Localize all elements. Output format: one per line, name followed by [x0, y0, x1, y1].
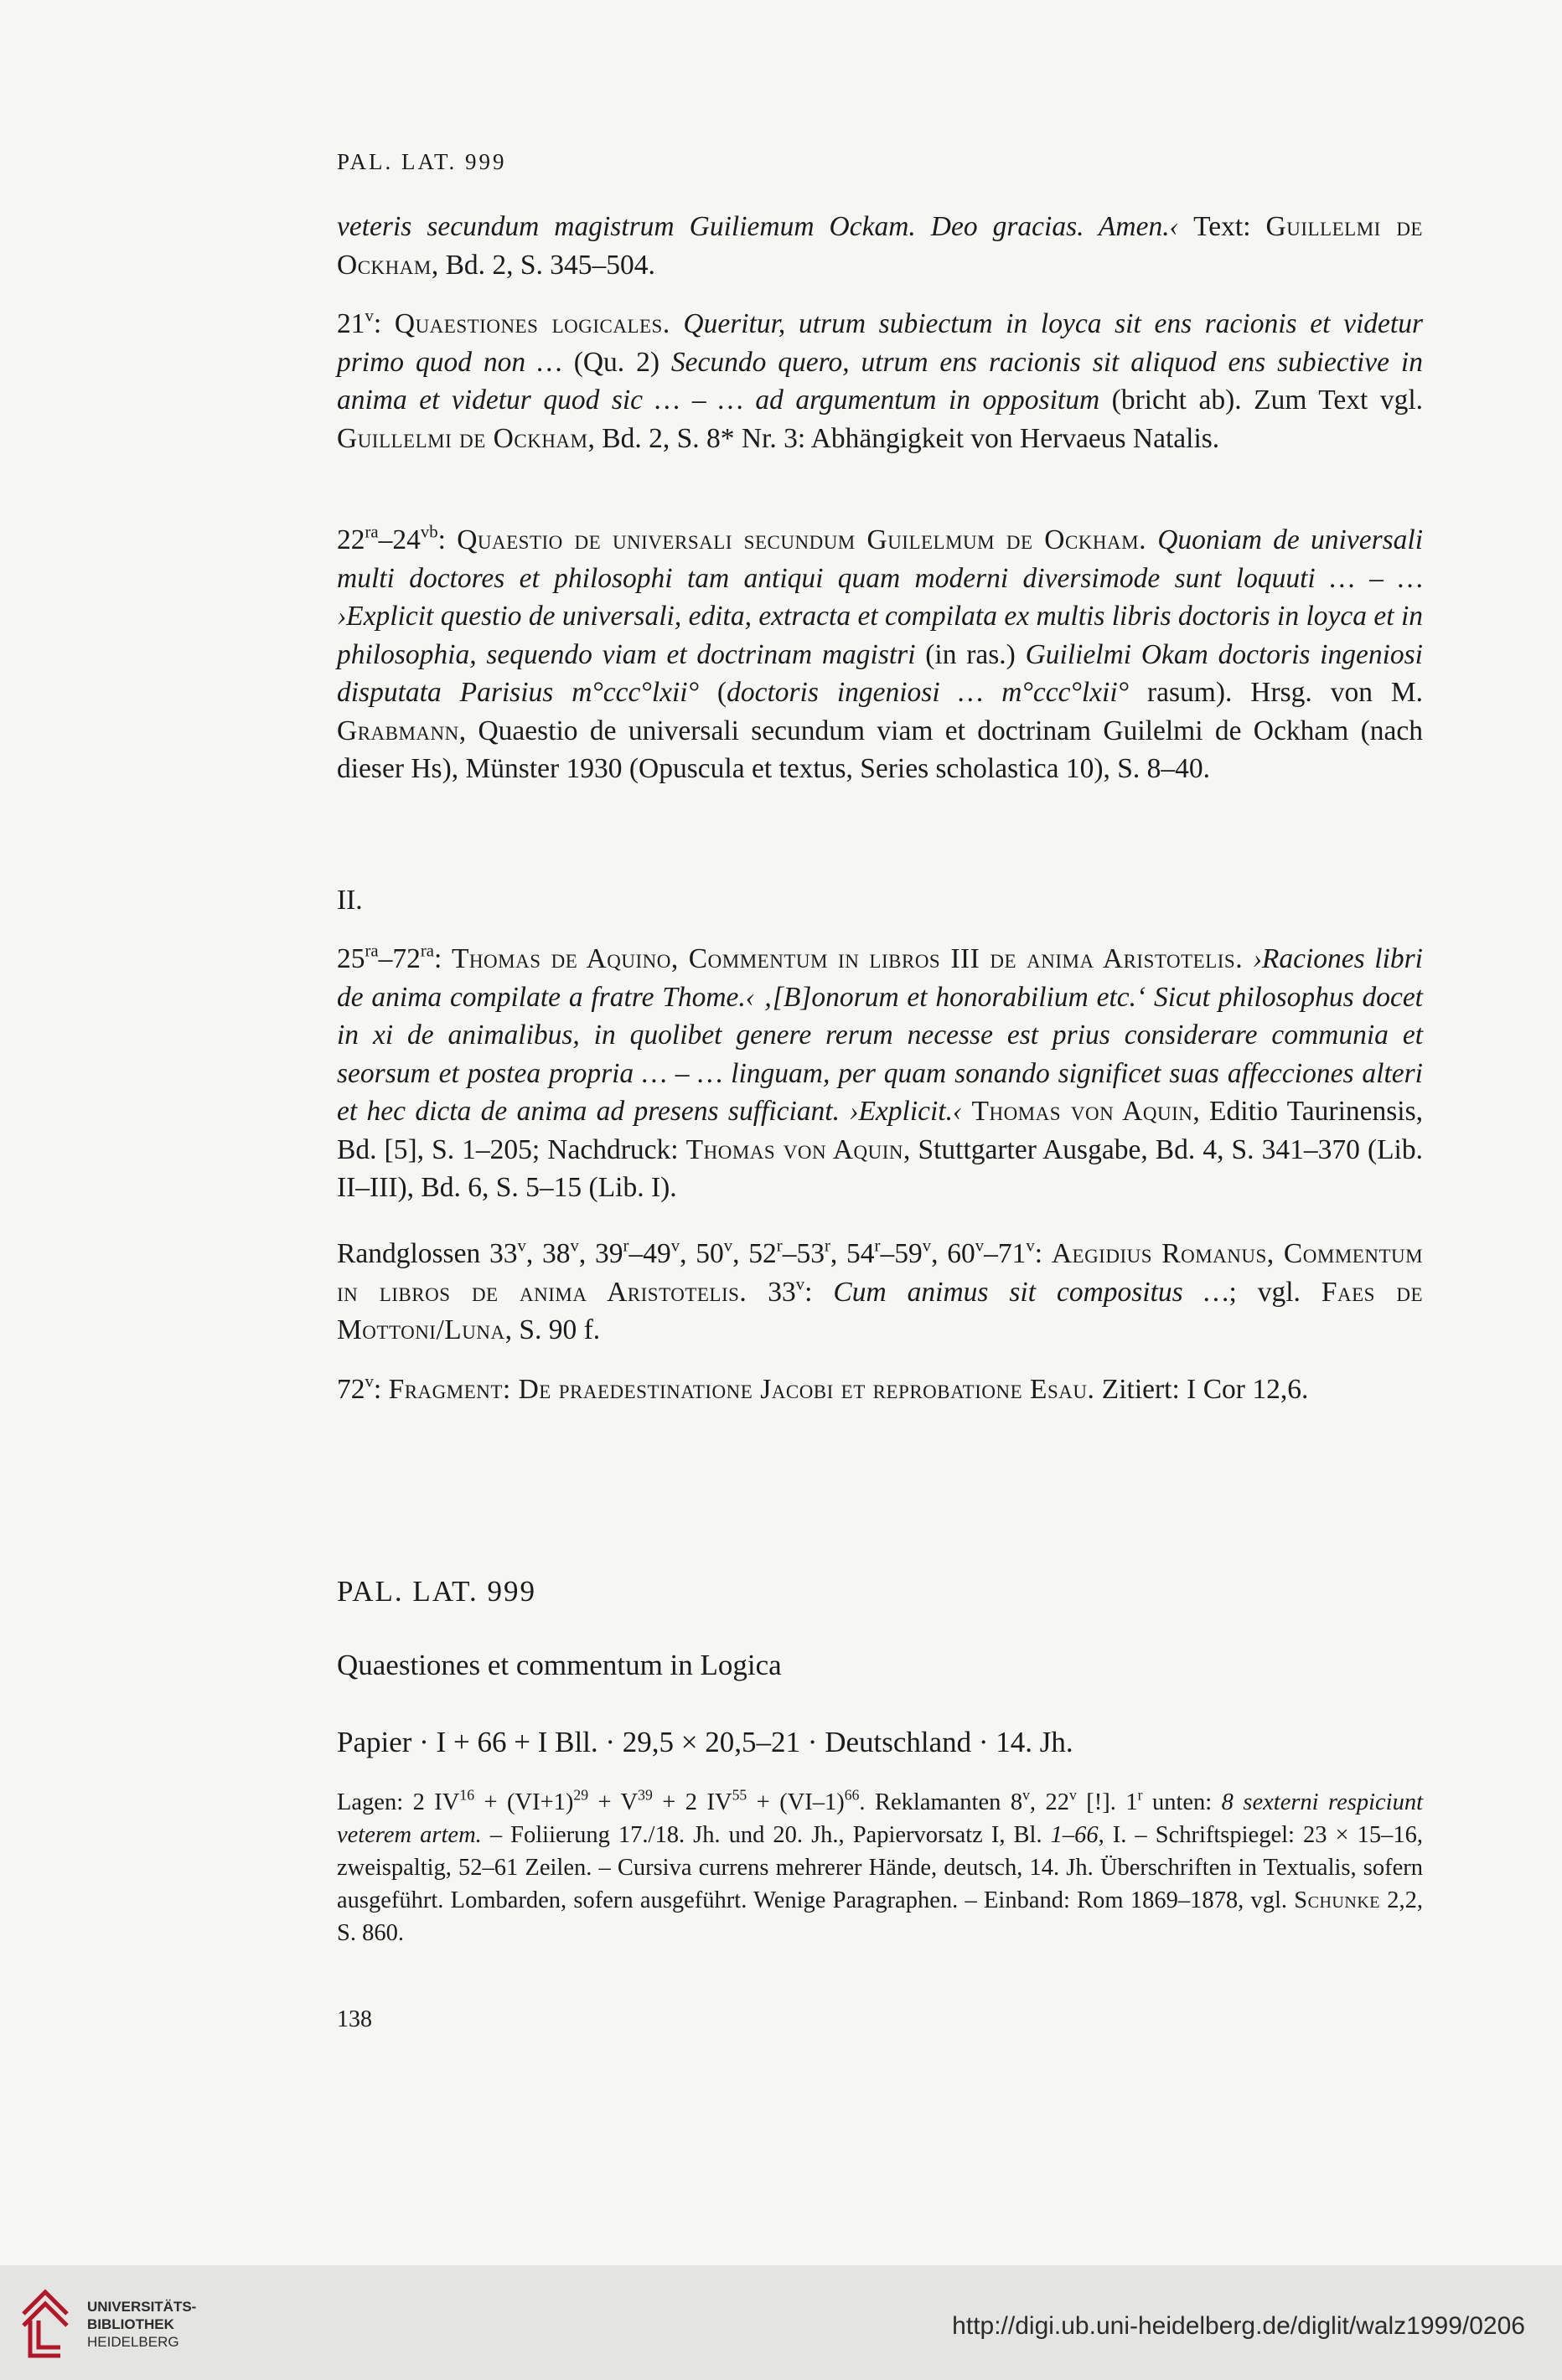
paragraph-randglossen: Randglossen 33$^v$, 38$^v$, 39$^r$–49$^v$, 50$^v$, 52$^r$–53$^r$, 54$^r$–59$^v$, 60$^v$–71$^v$: Aegidius Romanus, Commentum in libros de anima Aristotelis. 33$^v$: Cum animus sit compositus …; vgl. Faes de Mottoni/Luna, S. 90 f. [337, 1236, 1424, 1345]
paragraph-quaestio-de-universali: $22^{ra}-24^{vb}$: Quaestio de universali secundum Guilelmum de Ockham. Quoniam de universali multi doctores et philosophi tam antiqui quam moderni diversimode sunt loquuti … – … ›Explicit questio de universali, edita, extracta et compilata ex multis libris doctoris in loyca et in philosophia, sequendo viam et doctrinam magistri (in ras.) Guilielmi Okam doctoris ingeniosi disputata Parisius m°ccc°lxii° (doctoris ingeniosi … m°ccc°lxii° rasum). Hrsg. von M. Grabmann, Quaestio de universali secundum viam et doctrinam Guilelmi de Ockham (nach dieser Hs), Münster 1930 (Opuscula et textus, Series scholastica 10), S. 8–40. [337, 522, 1424, 784]
running-head: PAL. LAT. 999 [337, 149, 507, 174]
paragraph-quaestiones-logicales: 21$^v$: Quaestiones logicales. Queritur, utrum subiectum in loyca sit ens racionis et videtur primo quod non … (Qu. 2) Secundo quero, utrum ens racionis sit aliquod ens subiective in anima et videtur quod sic … – … ad argumentum in oppositum (bricht ab). Zum Text vgl. Guillelmi de Ockham, Bd. 2, S. 8* Nr. 3: Abhängigkeit von Hervaeus Natalis. [337, 306, 1424, 454]
shelfmark-heading: PAL. LAT. 999 [337, 1575, 536, 1608]
paragraph-thomas-de-aquino: $25^{ra}-72^{ra}$: Thomas de Aquino, Commentum in libros III de anima Aristotelis. ›Raciones libri de anima compilate a fratre Thome.‹ ‚[B]onorum et honorabilium etc.‘ Sicut philosophus docet in xi de animalibus, in quolibet genere rerum necesse est prius considerare communia et seorsum et postea propria … – … linguam, per quam sonando significet suas affecciones alteri et hec dicta de anima ad presens sufficiant. ›Explicit.‹ Thomas von Aquin, Editio Taurinensis, Bd. [5], S. 1–205; Nachdruck: Thomas von Aquin, Stuttgarter Ausgabe, Bd. 4, S. 341–370 (Lib. II–III), Bd. 6, S. 5–15 (Lib. I). [337, 941, 1423, 1203]
paragraph-fragment: 72$^v$: Fragment: De praedestinatione Jacobi et reprobatione Esau. Zitiert: I Cor 12,6. [337, 1371, 1309, 1405]
permalink-url[interactable]: http://digi.ub.uni-heidelberg.de/diglit/walz1999/0206 [952, 2312, 1525, 2340]
library-name: UNIVERSITÄTS- BIBLIOTHEK HEIDELBERG [87, 2299, 197, 2350]
section-numeral: II. [337, 885, 363, 916]
manuscript-title: Quaestiones et commentum in Logica [337, 1649, 782, 1681]
manuscript-specs: Papier · I + 66 + I Bll. · 29,5 × 20,5–21 · Deutschland · 14. Jh. [337, 1726, 1073, 1758]
paragraph-ockham-text: veteris secundum magistrum Guiliemum Ockam. Deo gracias. Amen.‹ Text: Guillelmi de Ockham, Bd. 2, S. 345–504. [337, 211, 1423, 281]
page-number: 138 [337, 2006, 372, 2032]
codicological-description: Lagen: 2 $IV^{16} + (VI+1)^{29} + V^{39} + 2$ $IV^{55} + (VI-1)^{66}$. Reklamanten 8$^v$, 22$^v$ [!]. 1$^r$ unten: 8 sexterni respiciunt veterem artem. – Foliierung 17./18. Jh. und 20. Jh., Papiervorsatz I, Bl. 1–66, I. – Schriftspiegel: 23 × 15–16, zweispaltig, 52–61 Zeilen. – Cursiva currens mehrerer Hände, deutsch, 14. Jh. Überschriften in Textualis, sofern ausgeführt. Lombarden, sofern ausgeführt. Wenige Paragraphen. – Einband: Rom 1869–1878, vgl. Schunke 2,2, S. 860. [337, 1786, 1424, 1946]
library-logo-icon [18, 2280, 72, 2364]
